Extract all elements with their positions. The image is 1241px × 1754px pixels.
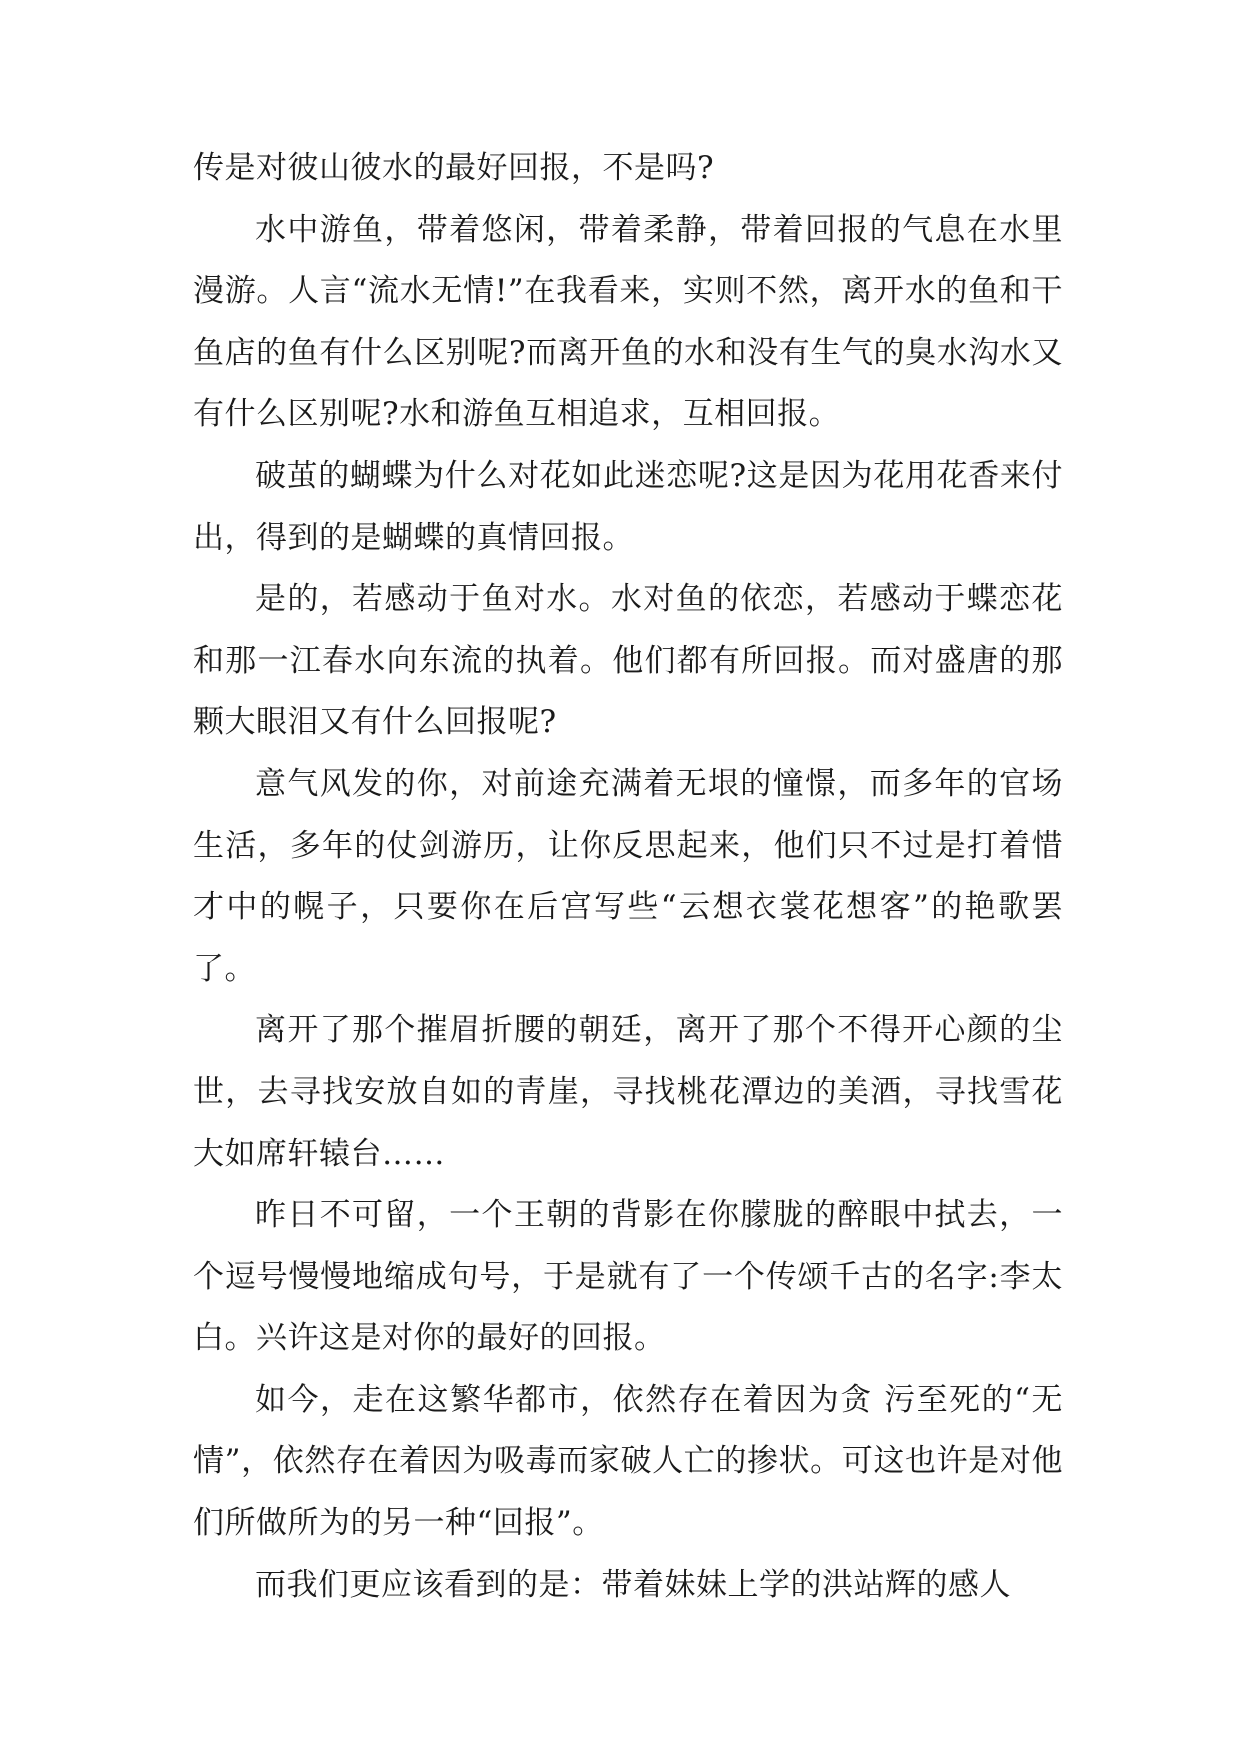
essay-body: [193, 138, 1063, 1616]
paragraph-7: 昨日不可留，一个王朝的背影在你朦胧的醉眼中拭去，一个逗号慢慢地缩成句号，于是就有了一个传颂千古的名字:李太白。兴许这是对你的最好的回报。: [193, 1197, 1063, 1357]
paragraph-4: 是的，若感动于鱼对水。水对鱼的依恋，若感动于蝶恋花和那一江春水向东流的执着。他们都有所回报。而对盛唐的那颗大眼泪又有什么回报呢?: [193, 581, 1063, 741]
paragraph-5: 意气风发的你，对前途充满着无垠的憧憬，而多年的官场生活，多年的仗剑游历，让你反思起来，他们只不过是打着惜才中的幌子，只要你在后宫写些“云想衣裳花想客”的艳歌罢了。: [193, 765, 1063, 987]
paragraph-6: 离开了那个摧眉折腰的朝廷，离开了那个不得开心颜的尘世，去寻找安放自如的青崖，寻找桃花潭边的美酒，寻找雪花大如席轩辕台……: [193, 1012, 1063, 1172]
paragraph-1: 传是对彼山彼水的最好回报，不是吗?: [193, 150, 715, 186]
paragraph-9: 而我们更应该看到的是：带着妹妹上学的洪站辉的感人: [255, 1566, 1011, 1603]
paragraph-2: 水中游鱼，带着悠闲，带着柔静，带着回报的气息在水里漫游。人言“流水无情!”在我看来，实则不然，离开水的鱼和干鱼店的鱼有什么区别呢?而离开鱼的水和没有生气的臭水沟水又有什么区别呢?水和游鱼互相追求，互相回报。: [193, 211, 1063, 433]
paragraph-8: 如今，走在这繁华都市，依然存在着因为贪 污至死的“无情”，依然存在着因为吸毒而家破人亡的掺状。可这也许是对他们所做所为的另一种“回报”。: [193, 1381, 1063, 1542]
paragraph-3: 破茧的蝴蝶为什么对花如此迷恋呢?这是因为花用花香来付出，得到的是蝴蝶的真情回报。: [193, 457, 1063, 556]
